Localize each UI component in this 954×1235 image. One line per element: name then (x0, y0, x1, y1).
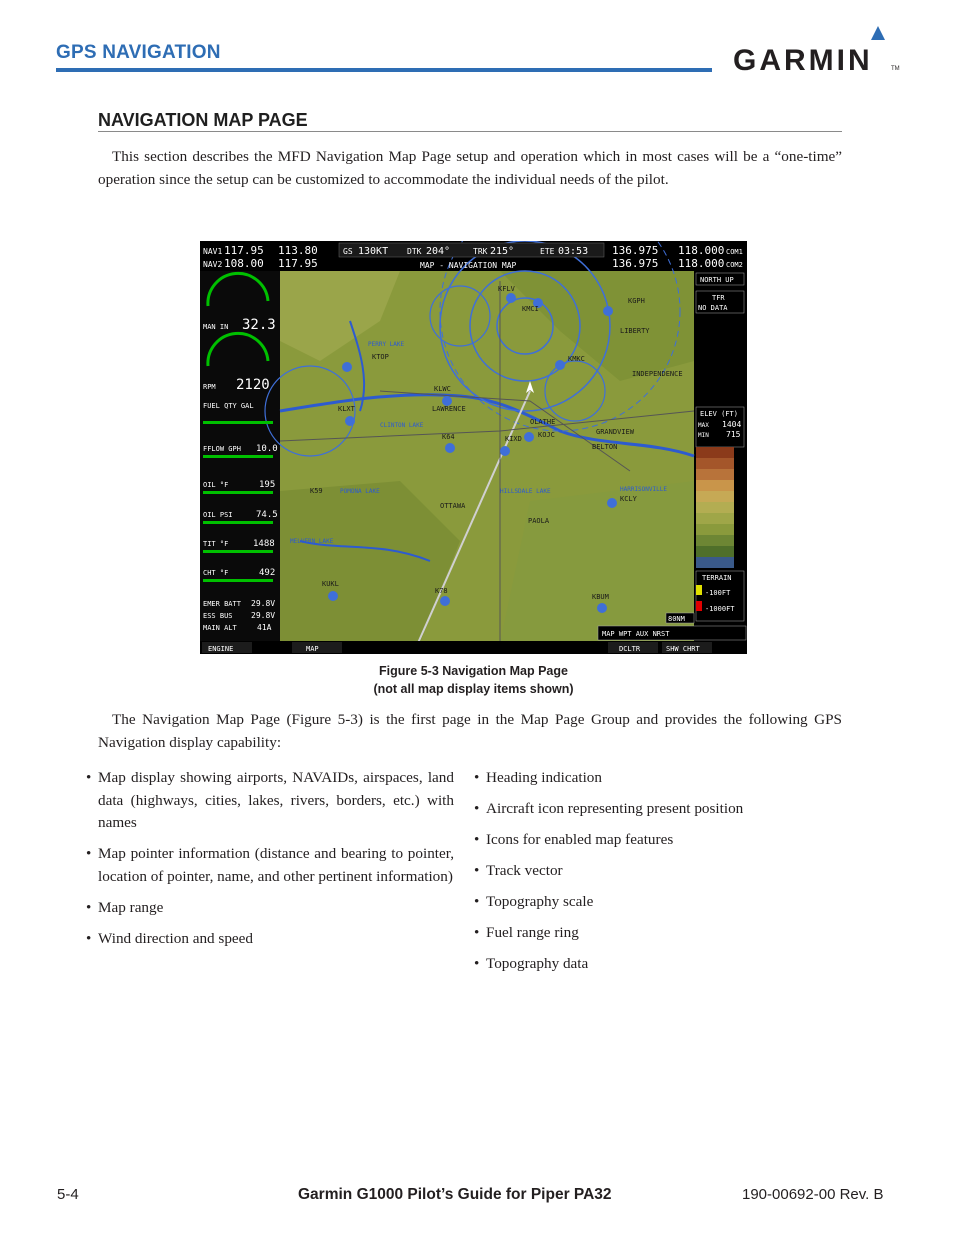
nav1-active: 117.95 (224, 244, 264, 257)
terrain-upper: -100FT (705, 589, 731, 597)
tfr-label: TFR (712, 294, 725, 302)
elev-label: ELEV (FT) (700, 410, 738, 418)
map-label-airport: KTOP (372, 353, 389, 361)
title-rule (98, 131, 842, 132)
nav1-label: NAV1 (203, 247, 223, 256)
com1-active: 136.975 (612, 244, 659, 257)
ete-label: ETE (540, 247, 555, 256)
map-label-airport: KLXT (338, 405, 355, 413)
elev-min-label: MIN (698, 432, 709, 439)
map-label-city: BELTON (592, 443, 618, 451)
map-label-city: PAOLA (528, 517, 550, 525)
intro-text: This section describes the MFD Navigation Map Page setup and operation which in most cases will be a “one-time” operation since the setup can be customized to accommodate the individual needs of the pilot. (98, 148, 842, 188)
map-label-city: LIBERTY (620, 327, 650, 335)
figure-caption-line1: Figure 5-3 Navigation Map Page (379, 664, 568, 678)
garmin-logo-word: GARMIN (733, 44, 873, 77)
fflow-label: FFLOW GPH (203, 445, 241, 453)
nav2-label: NAV2 (203, 260, 223, 269)
trademark-mark: TM (891, 66, 900, 72)
gs-label: GS (343, 247, 353, 256)
elev-max-value: 1404 (722, 420, 742, 429)
man-in-value: 32.3 (242, 317, 276, 333)
emer-batt-label: EMER BATT (203, 600, 241, 608)
map-label-airport: KLWC (434, 385, 451, 393)
document-number: 190-00692-00 Rev. B (742, 1186, 884, 1203)
ess-bus-value: 29.8V (251, 611, 276, 620)
com2-active: 136.975 (612, 257, 659, 270)
tfr-value: NO DATA (698, 304, 728, 312)
list-item: • Map range (86, 897, 454, 920)
terrain-lower: -1000FT (705, 605, 735, 613)
cht-value: 492 (259, 568, 276, 578)
garmin-delta-icon (871, 26, 885, 40)
list-item: • Heading indication (474, 767, 842, 790)
mfd-screen (200, 241, 747, 654)
ess-bus-label: ESS BUS (203, 612, 233, 620)
oil-psi-value: 74.5 (256, 510, 278, 520)
map-label-city: OTTAWA (440, 502, 466, 510)
com2-standby: 118.000 (678, 257, 725, 270)
main-alt-value: 41A (257, 623, 272, 632)
fuel-qty-label: FUEL QTY GAL (203, 402, 254, 410)
map-label-lake: POMONA LAKE (340, 488, 380, 495)
body-text: The Navigation Map Page (Figure 5-3) is the first page in the Map Page Group and provides the following GPS Navigation display capability: (98, 711, 842, 751)
ete-value: 03:53 (558, 246, 589, 257)
list-item: • Topography scale (474, 891, 842, 914)
rpm-label: RPM (203, 383, 216, 391)
map-label-airport: KGPH (628, 297, 645, 305)
map-label-lake: PERRY LAKE (368, 341, 405, 348)
list-item: • Fuel range ring (474, 922, 842, 945)
tit-value: 1488 (253, 539, 275, 549)
map-label-lake: HARRISONVILLE (620, 486, 667, 493)
map-label-airport: KOJC (538, 431, 555, 439)
list-item: • Aircraft icon representing present position (474, 798, 842, 821)
man-in-label: MAN IN (203, 323, 229, 331)
list-item: • Map pointer information (distance and bearing to pointer, location of pointer, name, and other pertinent information) (86, 843, 454, 888)
figure-caption-line2: (not all map display items shown) (373, 682, 574, 696)
navigation-map-figure (200, 241, 747, 654)
com1-label: COM1 (726, 248, 743, 256)
map-label-airport: KFLV (498, 285, 515, 293)
list-item: • Icons for enabled map features (474, 829, 842, 852)
softkey-shw-chrt-label: SHW CHRT (666, 645, 700, 653)
body-paragraph (98, 709, 842, 754)
page-number: 5-4 (57, 1186, 79, 1203)
dtk-value: 204° (426, 246, 451, 257)
softkey-engine-label: ENGINE (208, 645, 234, 653)
list-item: • Map display showing airports, NAVAIDs, airspaces, land data (highways, cities, lakes, rivers, borders, etc.) with names (86, 767, 454, 835)
elev-min-value: 715 (726, 430, 741, 439)
rpm-value: 2120 (236, 377, 270, 393)
intro-paragraph (98, 146, 842, 191)
map-label-airport: K78 (435, 587, 448, 595)
map-label-airport: KMKC (568, 355, 585, 363)
range-value: 80NM (668, 615, 685, 623)
list-item: • Track vector (474, 860, 842, 883)
softkey-map-label: MAP (306, 645, 319, 653)
map-label-city: OLATHE (530, 418, 556, 426)
terrain-label: TERRAIN (702, 574, 732, 582)
gs-value: 130KT (358, 246, 389, 257)
map-label-airport: KMCI (522, 305, 539, 313)
map-label-airport: KBUM (592, 593, 609, 601)
capability-list-left (86, 767, 454, 959)
main-alt-label: MAIN ALT (203, 624, 237, 632)
map-label-lake: HILLSDALE LAKE (500, 488, 551, 495)
nav2-active: 108.00 (224, 257, 264, 270)
map-label-lake: CLINTON LAKE (380, 422, 424, 429)
garmin-logo (733, 26, 898, 76)
oil-temp-label: OIL °F (203, 481, 229, 489)
trk-label: TRK (473, 247, 488, 256)
nav2-standby: 117.95 (278, 257, 318, 270)
status-bar: MAP WPT AUX NRST (602, 630, 670, 638)
document-title: Garmin G1000 Pilot’s Guide for Piper PA32 (298, 1186, 612, 1203)
page-title: NAVIGATION MAP PAGE (98, 110, 308, 130)
header-rule (56, 68, 712, 72)
list-item: • Topography data (474, 953, 842, 976)
softkey-dcltr-label: DCLTR (619, 645, 641, 653)
section-header: GPS NAVIGATION (56, 42, 221, 63)
map-label-city: LAWRENCE (432, 405, 466, 413)
orientation: NORTH UP (700, 276, 734, 284)
map-label-lake: MELVERN LAKE (290, 538, 334, 545)
tit-label: TIT °F (203, 540, 229, 548)
map-label-airport: KCLY (620, 495, 637, 503)
map-label-airport: K59 (310, 487, 323, 495)
fflow-value: 10.0 (256, 444, 278, 454)
oil-temp-value: 195 (259, 480, 276, 490)
dtk-label: DTK (407, 247, 422, 256)
nav1-standby: 113.80 (278, 244, 318, 257)
com2-label: COM2 (726, 261, 743, 269)
map-label-city: INDEPENDENCE (632, 370, 683, 378)
oil-psi-label: OIL PSI (203, 511, 233, 519)
topography-scale (696, 447, 734, 568)
emer-batt-value: 29.8V (251, 599, 276, 608)
map-label-city: GRANDVIEW (596, 428, 634, 436)
page-name: MAP - NAVIGATION MAP (420, 261, 517, 270)
map-label-airport: K64 (442, 433, 455, 441)
com1-standby: 118.000 (678, 244, 725, 257)
trk-value: 215° (490, 246, 515, 257)
capability-list-right (474, 767, 842, 984)
map-label-airport: KIXD (505, 435, 522, 443)
elev-max-label: MAX (698, 422, 709, 429)
map-label-airport: KUKL (322, 580, 339, 588)
cht-label: CHT °F (203, 569, 229, 577)
list-item: • Wind direction and speed (86, 928, 454, 951)
